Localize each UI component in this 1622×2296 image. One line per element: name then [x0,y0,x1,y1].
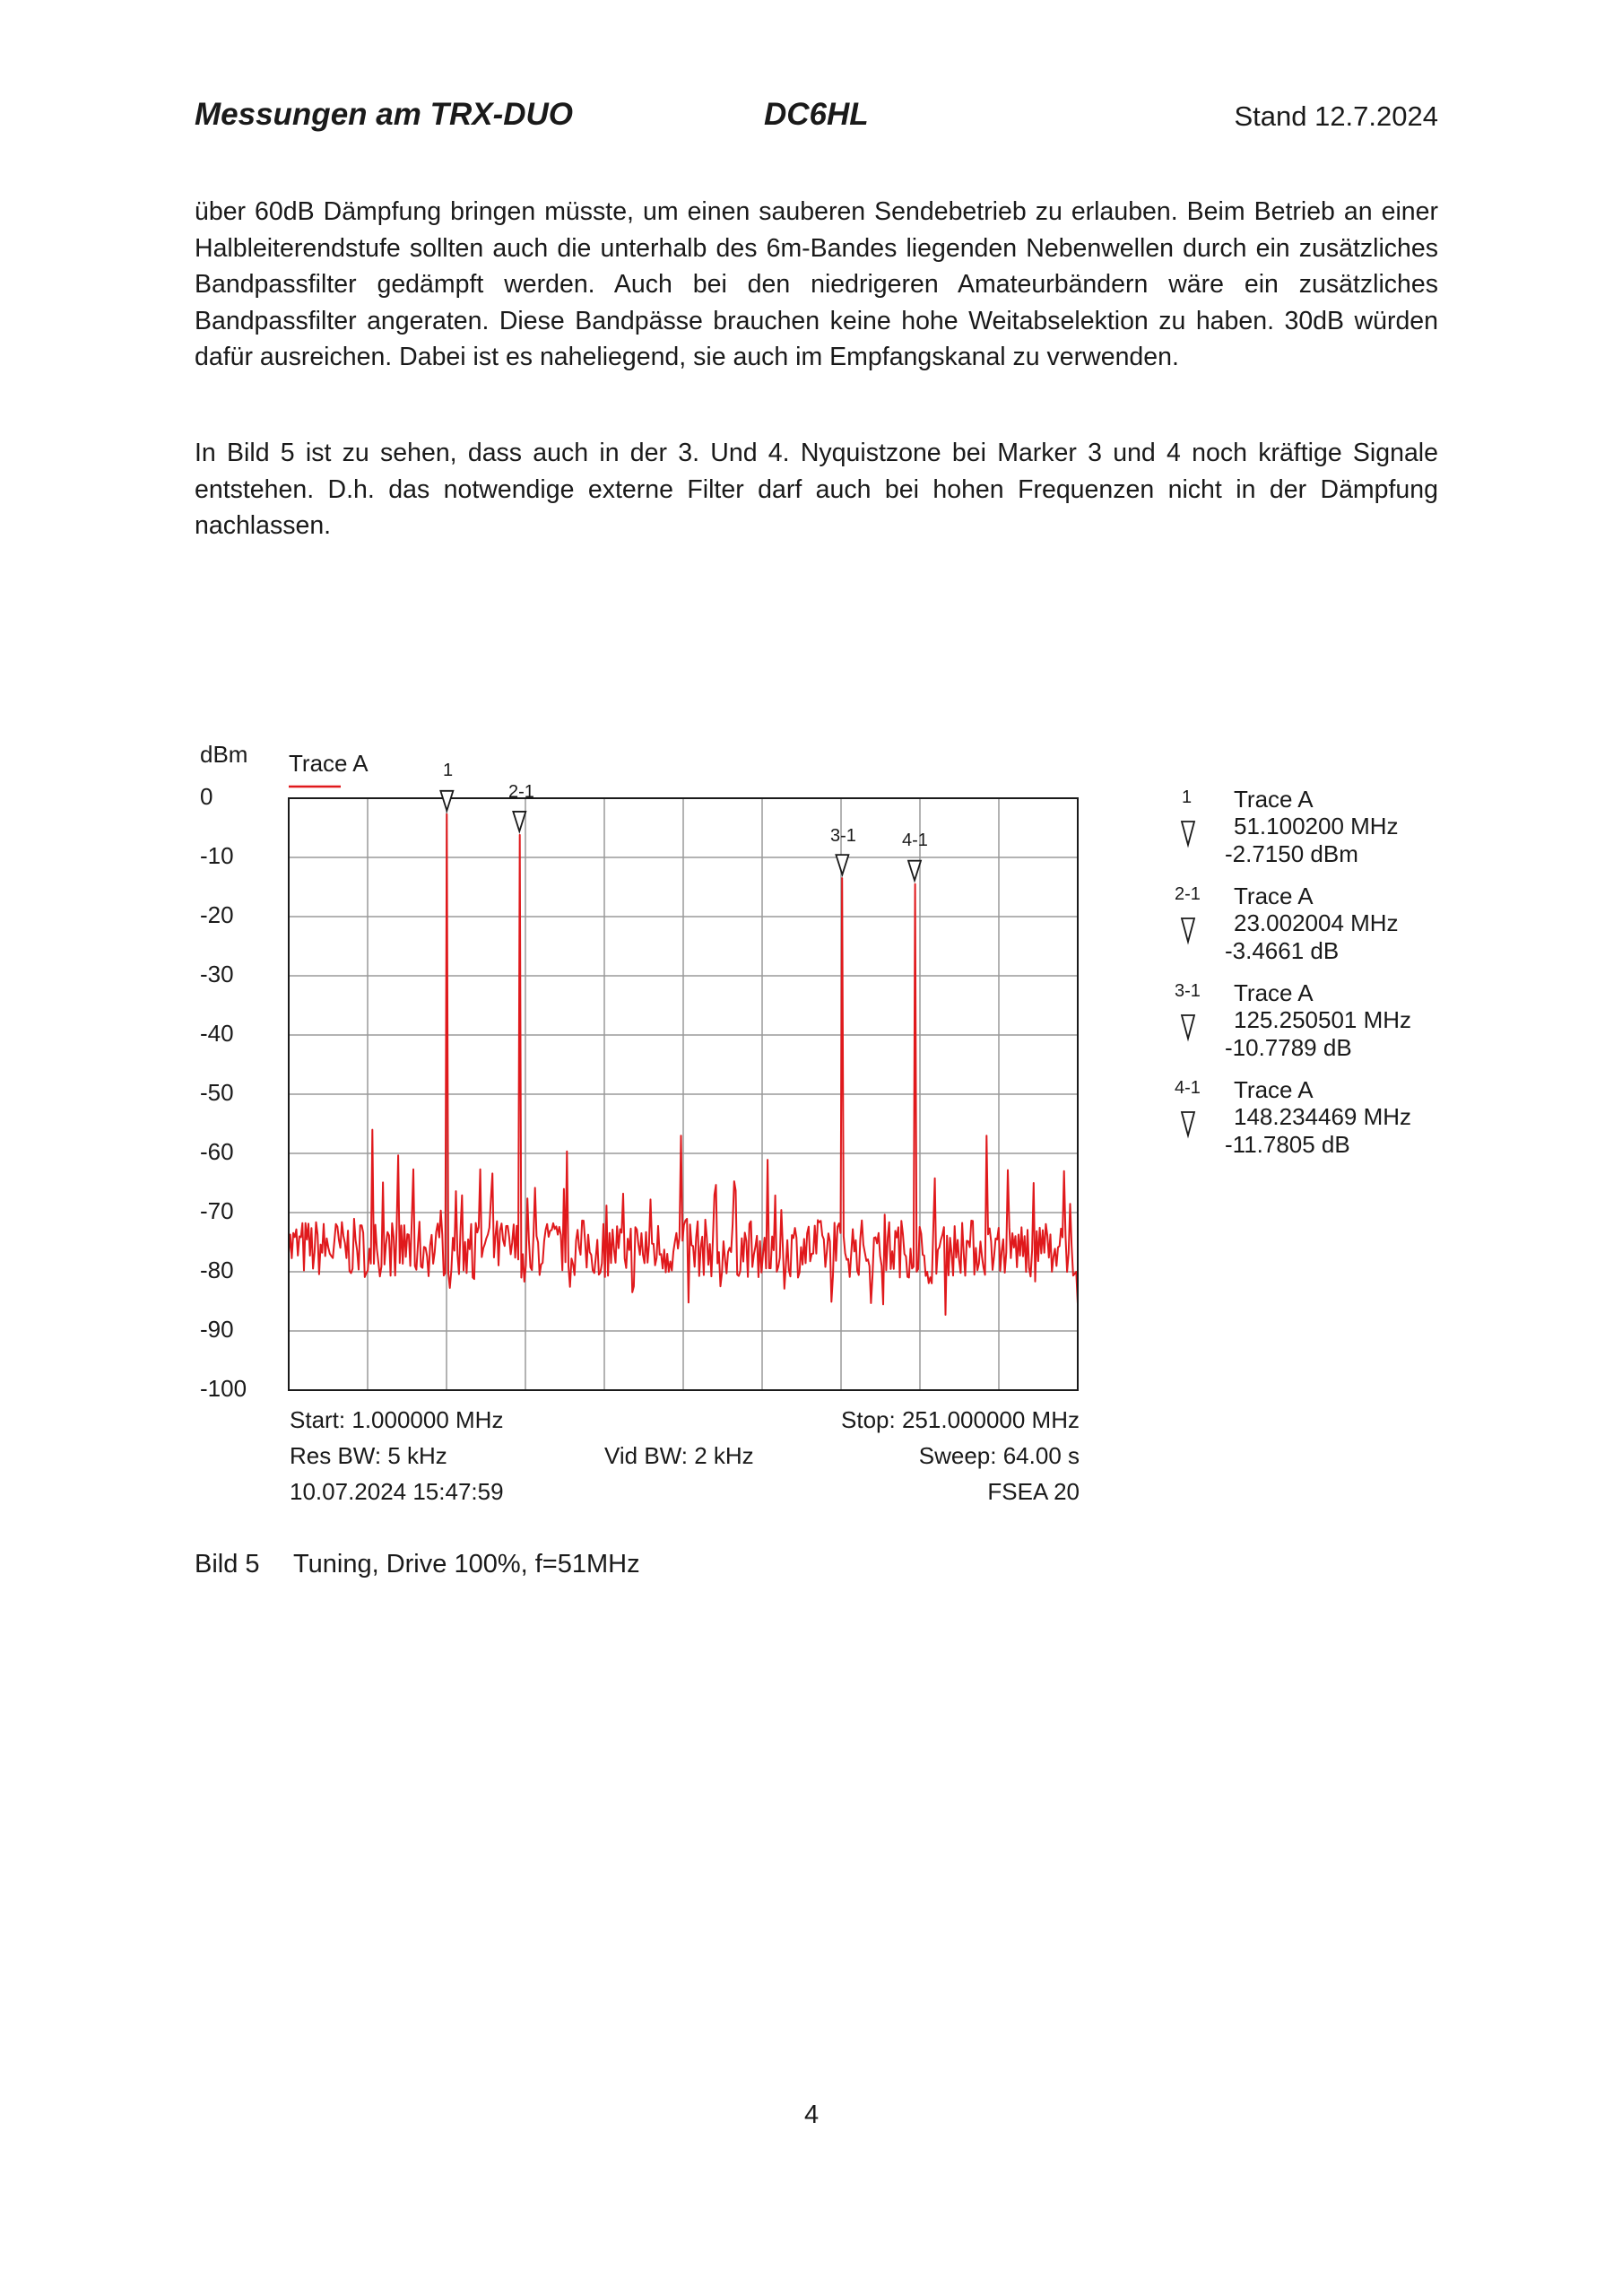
document-title: Messungen am TRX-DUO [195,97,573,132]
y-tick-label: -30 [200,961,234,987]
y-tick-label: -80 [200,1257,234,1283]
marker-label-2-1: 2-1 [508,782,534,802]
readout-frequency: 23.002004 MHz [1234,909,1399,936]
y-tick-label: -100 [200,1375,247,1402]
readout-level: -10.7789 dB [1225,1034,1352,1061]
paragraph-2: In Bild 5 ist zu sehen, dass auch in der 3. Und 4. Nyquistzone bei Marker 3 und 4 noch kräftige Signale entstehen. D.h. das notwendige externe Filter darf auch bei hohen Frequenzen nicht in der Dämpfung nachlassen. [195,439,1438,540]
marker-label-1: 1 [443,761,454,780]
video-bandwidth: Vid BW: 2 kHz [604,1442,754,1469]
marker-triangle-icon [1182,822,1194,845]
readout-trace: Trace A [1234,1076,1314,1103]
readout-level: -11.7805 dB [1225,1131,1350,1158]
marker-label-3-1: 3-1 [830,826,856,846]
sweep-time: Sweep: 64.00 s [918,1442,1080,1469]
sweep-stop: Stop: 251.000000 MHz [841,1406,1080,1433]
marker-triangle-icon [1182,918,1194,942]
readout-frequency: 148.234469 MHz [1234,1103,1412,1130]
instrument-name: FSEA 20 [987,1478,1080,1505]
legend-trace-a: Trace A [289,750,369,777]
y-axis-unit-label: dBm [200,741,248,768]
readout-marker-id: 3-1 [1175,981,1201,1001]
sweep-start: Start: 1.000000 MHz [290,1406,504,1433]
marker-triangle-icon [1182,1015,1194,1039]
readout-trace: Trace A [1234,979,1314,1006]
y-tick-label: 0 [200,783,213,810]
y-tick-label: -70 [200,1197,234,1224]
readout-marker-id: 1 [1182,787,1193,807]
y-tick-label: -40 [200,1020,234,1047]
readout-frequency: 125.250501 MHz [1234,1006,1412,1033]
marker-triangle-icon [1182,1112,1194,1135]
readout-trace: Trace A [1234,786,1314,813]
page-number: 4 [804,2100,820,2129]
author-callsign: DC6HL [764,97,869,132]
paragraph-1: über 60dB Dämpfung bringen müsste, um einen sauberen Sendebetrieb zu erlauben. Beim Betrieb an einer Halbleiterendstufe sollten auch die unterhalb des 6m-Bandes liegenden Nebenwellen durch ein zusätzliches Bandpassfilter gedämpft werden. Auch bei den niedrigeren Amateurbändern wäre ein zusätzliches Bandpassfilter angeraten. Diese Bandpässe brauchen keine hohe Weitabselektion zu haben. 30dB würden dafür ausreichen. Dabei ist es naheliegend, sie auch im Empfangskanal zu verwenden. [195,197,1438,371]
figure-label: Bild 5 [195,1550,260,1578]
readout-frequency: 51.100200 MHz [1234,813,1399,839]
y-tick-label: -10 [200,842,234,869]
y-tick-label: -90 [200,1316,234,1343]
y-tick-label: -60 [200,1138,234,1165]
marker-label-4-1: 4-1 [902,831,928,850]
readout-level: -2.7150 dBm [1225,840,1358,867]
readout-marker-id: 4-1 [1175,1078,1201,1098]
figure-caption: Tuning, Drive 100%, f=51MHz [293,1550,640,1578]
y-tick-label: -50 [200,1079,234,1106]
y-tick-label: -20 [200,901,234,928]
readout-trace: Trace A [1234,883,1314,909]
readout-marker-id: 2-1 [1175,884,1201,904]
document-date: Stand 12.7.2024 [1234,100,1438,132]
readout-level: -3.4661 dB [1225,937,1340,964]
resolution-bandwidth: Res BW: 5 kHz [290,1442,447,1469]
measurement-timestamp: 10.07.2024 15:47:59 [290,1478,504,1505]
